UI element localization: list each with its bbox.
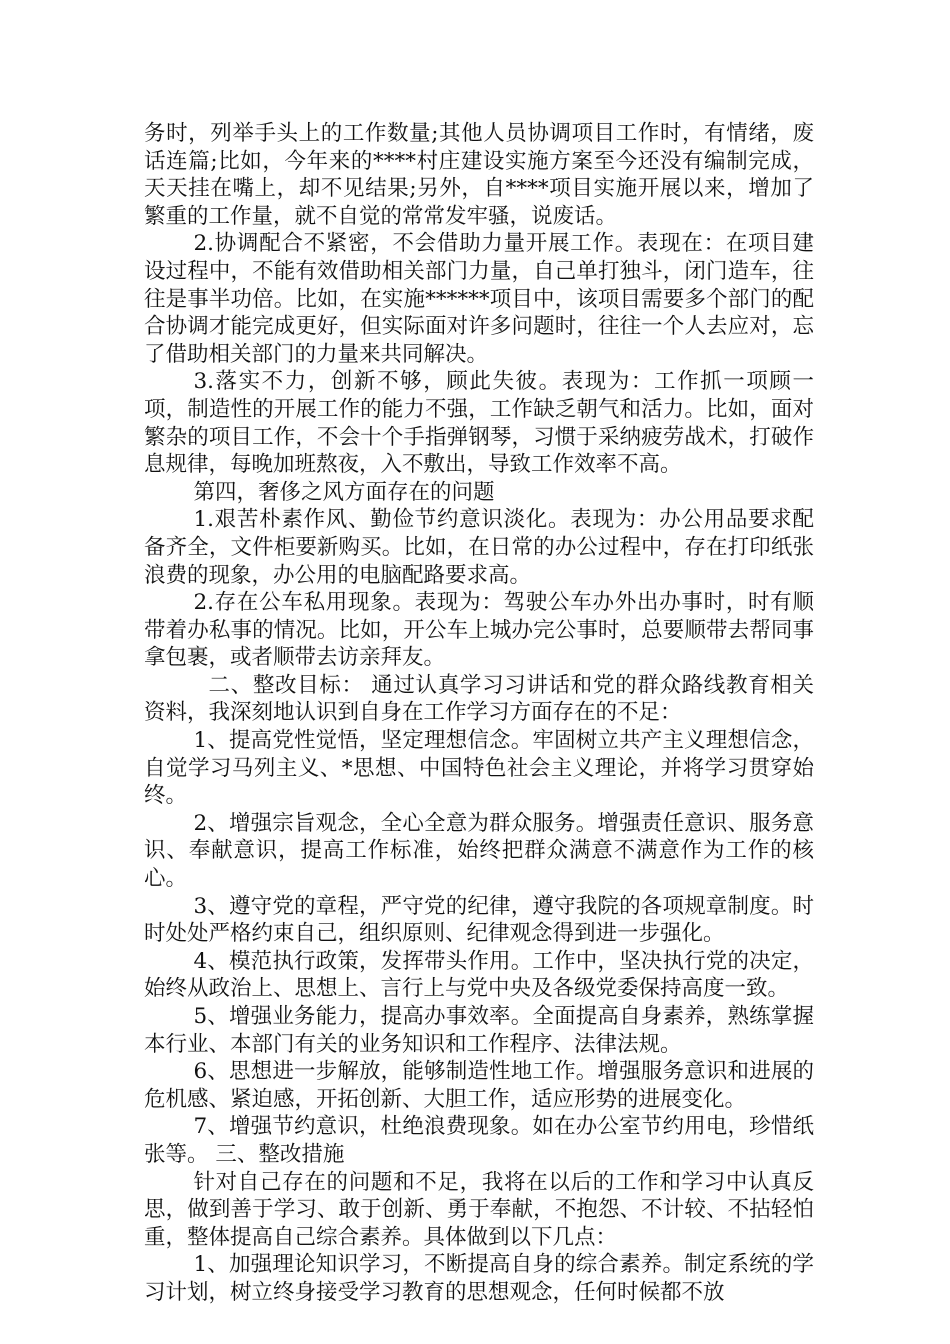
document-page [144, 120, 814, 1307]
measures-intro: 针对自己存在的问题和不足，我将在以后的工作和学习中认真反思，做到善于学习、敢于创新、勇于奉献，不抱怨、不计较、不拈轻怕重，整体提高自己综合素养。具体做到以下几点： [144, 1169, 814, 1250]
goal-item-7: 7、增强节约意识，杜绝浪费现象。如在办公室节约用电，珍惜纸张等。 三、整改措施 [144, 1114, 814, 1167]
measure-item-1: 1、加强理论知识学习，不断提高自身的综合素养。制定系统的学习计划，树立终身接受学习教育的思想观念，任何时候都不放 [144, 1252, 814, 1305]
goal-item-1: 1、提高党性觉悟，坚定理想信念。牢固树立共产主义理想信念，自觉学习马列主义、*思想、中国特色社会主义理论，并将学习贯穿始终。 [144, 728, 814, 809]
section-heading-4: 第四，奢侈之风方面存在的问题 [193, 479, 495, 505]
paragraph-1: 务时，列举手头上的工作数量;其他人员协调项目工作时，有情绪，废话连篇;比如，今年来的****村庄建设实施方案至今还没有编制完成，天天挂在嘴上，却不见结果;另外，自****项目实施开展以来，增加了繁重的工作量，就不自觉的常常发牢骚，说废话。 [144, 121, 814, 229]
paragraph-6: 2.存在公车私用现象。表现为：驾驶公车办外出办事时，时有顺带着办私事的情况。比如，开公车上城办完公事时，总要顺带去帮同事拿包裹，或者顺带去访亲拜友。 [144, 590, 814, 671]
paragraph-3: 3.落实不力，创新不够，顾此失彼。表现为：工作抓一项顾一项，制造性的开展工作的能力不强，工作缺乏朝气和活力。比如，面对繁杂的项目工作，不会十个手指弹钢琴，习惯于采纳疲劳战术，打破作息规律，每晚加班熬夜，入不敷出，导致工作效率不高。 [144, 369, 814, 478]
goal-item-3: 3、遵守党的章程，严守党的纪律，遵守我院的各项规章制度。时时处处严格约束自己，组织原则、纪律观念得到进一步强化。 [144, 893, 814, 947]
goal-item-4: 4、模范执行政策，发挥带头作用。工作中，坚决执行党的决定，始终从政治上、思想上、言行上与党中央及各级党委保持高度一致。 [144, 948, 814, 1002]
goal-item-5: 5、增强业务能力，提高办事效率。全面提高自身素养，熟练掌握本行业、本部门有关的业务知识和工作程序、法律法规。 [144, 1004, 814, 1057]
paragraph-5: 1.艰苦朴素作风、勤俭节约意识淡化。表现为：办公用品要求配备齐全，文件柜要新购买。比如，在日常的办公过程中，存在打印纸张浪费的现象，办公用的电脑配路要求高。 [144, 507, 814, 588]
goal-item-6: 6、思想进一步解放，能够制造性地工作。增强服务意识和进展的危机感、紧迫感，开拓创新、大胆工作，适应形势的进展变化。 [144, 1059, 814, 1112]
paragraph-2: 2.协调配合不紧密，不会借助力量开展工作。表现在：在项目建设过程中，不能有效借助相关部门力量，自己单打独斗，闭门造车，往往是事半功倍。比如，在实施******项目中，该项目需要多个部门的配合协调才能完成更好，但实际面对许多问题时，往往一个人去应对，忘了借助相关部门的力量来共同解决。 [144, 231, 814, 367]
section-heading-goals: 二、整改目标： 通过认真学习习讲话和党的群众路线教育相关资料，我深刻地认识到自身在工作学习方面存在的不足： [144, 672, 814, 726]
goal-item-2: 2、增强宗旨观念，全心全意为群众服务。增强责任意识、服务意识、奉献意识，提高工作标准，始终把群众满意不满意作为工作的核心。 [144, 810, 814, 892]
